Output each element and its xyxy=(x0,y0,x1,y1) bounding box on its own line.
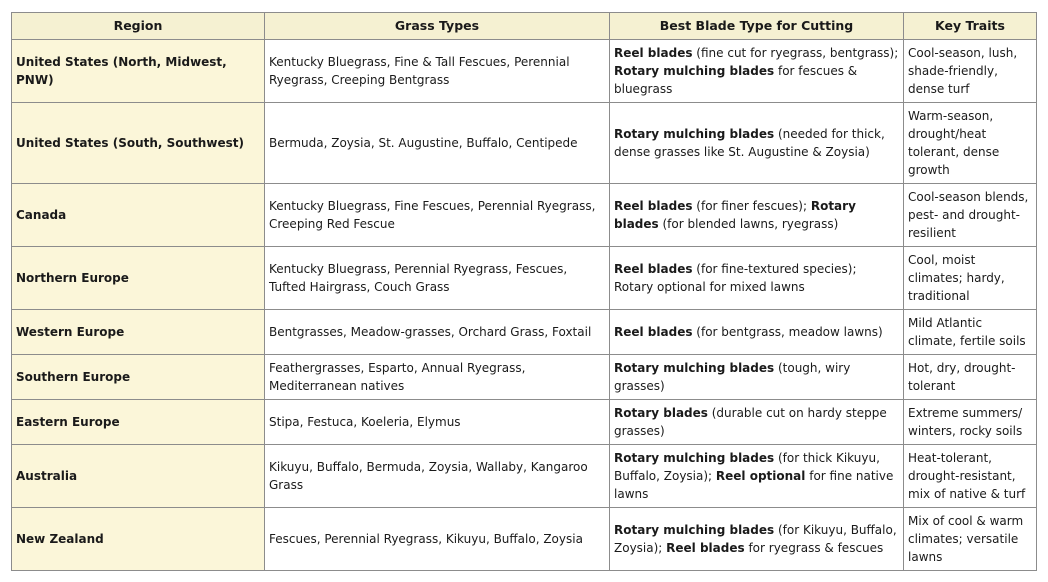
header-key-traits: Key Traits xyxy=(904,13,1037,40)
region-cell: Northern Europe xyxy=(12,247,265,310)
blade-cell xyxy=(610,400,904,445)
region-cell: United States (South, Southwest) xyxy=(12,103,265,184)
blade-bold: Reel optional xyxy=(715,469,806,483)
table-row xyxy=(12,184,1037,247)
table-row xyxy=(12,40,1037,103)
blade-text: (for Kikuyu, Buffalo, Zoysia); xyxy=(614,523,897,555)
header-grass-types: Grass Types xyxy=(265,13,610,40)
table-row xyxy=(12,247,1037,310)
table-row xyxy=(12,103,1037,184)
grass-cell: Kikuyu, Buffalo, Bermuda, Zoysia, Wallaby, Kangaroo Grass xyxy=(265,445,610,508)
blade-cell xyxy=(610,508,904,571)
blade-text: (durable cut on hardy steppe grasses) xyxy=(614,406,887,438)
blade-cell xyxy=(610,310,904,355)
traits-cell: Cool, moist climates; hardy, traditional xyxy=(904,247,1037,310)
blade-bold: Rotary blades xyxy=(614,406,708,420)
region-cell: Southern Europe xyxy=(12,355,265,400)
table-row xyxy=(12,400,1037,445)
header-blade-type: Best Blade Type for Cutting xyxy=(610,13,904,40)
traits-cell: Warm-season, drought/heat tolerant, dense growth xyxy=(904,103,1037,184)
blade-cell xyxy=(610,184,904,247)
traits-cell: Heat-tolerant, drought-resistant, mix of native & turf xyxy=(904,445,1037,508)
traits-cell: Extreme summers/ winters, rocky soils xyxy=(904,400,1037,445)
traits-cell: Cool-season, lush, shade-friendly, dense turf xyxy=(904,40,1037,103)
table-row xyxy=(12,355,1037,400)
table-row xyxy=(12,508,1037,571)
grass-blade-table xyxy=(11,12,1037,571)
grass-cell: Kentucky Bluegrass, Perennial Ryegrass, Fescues, Tufted Hairgrass, Couch Grass xyxy=(265,247,610,310)
blade-text: (for blended lawns, ryegrass) xyxy=(658,217,839,231)
traits-cell: Mix of cool & warm climates; versatile lawns xyxy=(904,508,1037,571)
blade-text: (for fine-textured species); Rotary optional for mixed lawns xyxy=(614,262,857,294)
grass-cell: Kentucky Bluegrass, Fine & Tall Fescues, Perennial Ryegrass, Creeping Bentgrass xyxy=(265,40,610,103)
grass-cell: Kentucky Bluegrass, Fine Fescues, Perennial Ryegrass, Creeping Red Fescue xyxy=(265,184,610,247)
blade-text: for fescues & bluegrass xyxy=(614,64,858,96)
table-row xyxy=(12,310,1037,355)
region-cell: Eastern Europe xyxy=(12,400,265,445)
grass-cell: Feathergrasses, Esparto, Annual Ryegrass, Mediterranean natives xyxy=(265,355,610,400)
blade-text: (for thick Kikuyu, Buffalo, Zoysia); xyxy=(614,451,880,483)
blade-bold: Rotary mulching blades xyxy=(614,64,775,78)
grass-cell: Fescues, Perennial Ryegrass, Kikuyu, Buffalo, Zoysia xyxy=(265,508,610,571)
grass-cell: Bermuda, Zoysia, St. Augustine, Buffalo, Centipede xyxy=(265,103,610,184)
region-cell: United States (North, Midwest, PNW) xyxy=(12,40,265,103)
table-row xyxy=(12,445,1037,508)
blade-bold: Reel blades xyxy=(666,541,745,555)
blade-cell xyxy=(610,103,904,184)
blade-cell xyxy=(610,355,904,400)
blade-text: (fine cut for ryegrass, bentgrass); xyxy=(692,46,899,60)
region-cell: Australia xyxy=(12,445,265,508)
blade-bold: Reel blades xyxy=(614,325,693,339)
blade-text: for fine native lawns xyxy=(614,469,894,501)
blade-bold: Reel blades xyxy=(614,262,693,276)
blade-cell xyxy=(610,445,904,508)
region-cell: Western Europe xyxy=(12,310,265,355)
blade-bold: Reel blades xyxy=(614,46,693,60)
blade-bold: Reel blades xyxy=(614,199,693,213)
blade-text: (for bentgrass, meadow lawns) xyxy=(692,325,883,339)
blade-text: (for finer fescues); xyxy=(692,199,811,213)
blade-bold: Rotary mulching blades xyxy=(614,451,775,465)
region-cell: Canada xyxy=(12,184,265,247)
traits-cell: Hot, dry, drought-tolerant xyxy=(904,355,1037,400)
header-row xyxy=(12,13,1037,40)
blade-bold: Rotary mulching blades xyxy=(614,361,775,375)
blade-bold: Rotary blades xyxy=(614,199,856,231)
blade-bold: Rotary mulching blades xyxy=(614,127,775,141)
grass-cell: Bentgrasses, Meadow-grasses, Orchard Grass, Foxtail xyxy=(265,310,610,355)
traits-cell: Cool-season blends, pest- and drought-resilient xyxy=(904,184,1037,247)
header-region: Region xyxy=(12,13,265,40)
blade-cell xyxy=(610,247,904,310)
region-cell: New Zealand xyxy=(12,508,265,571)
traits-cell: Mild Atlantic climate, fertile soils xyxy=(904,310,1037,355)
blade-bold: Rotary mulching blades xyxy=(614,523,775,537)
blade-cell xyxy=(610,40,904,103)
blade-text: (needed for thick, dense grasses like St. Augustine & Zoysia) xyxy=(614,127,885,159)
grass-cell: Stipa, Festuca, Koeleria, Elymus xyxy=(265,400,610,445)
blade-text: (tough, wiry grasses) xyxy=(614,361,851,393)
blade-text: for ryegrass & fescues xyxy=(744,541,884,555)
